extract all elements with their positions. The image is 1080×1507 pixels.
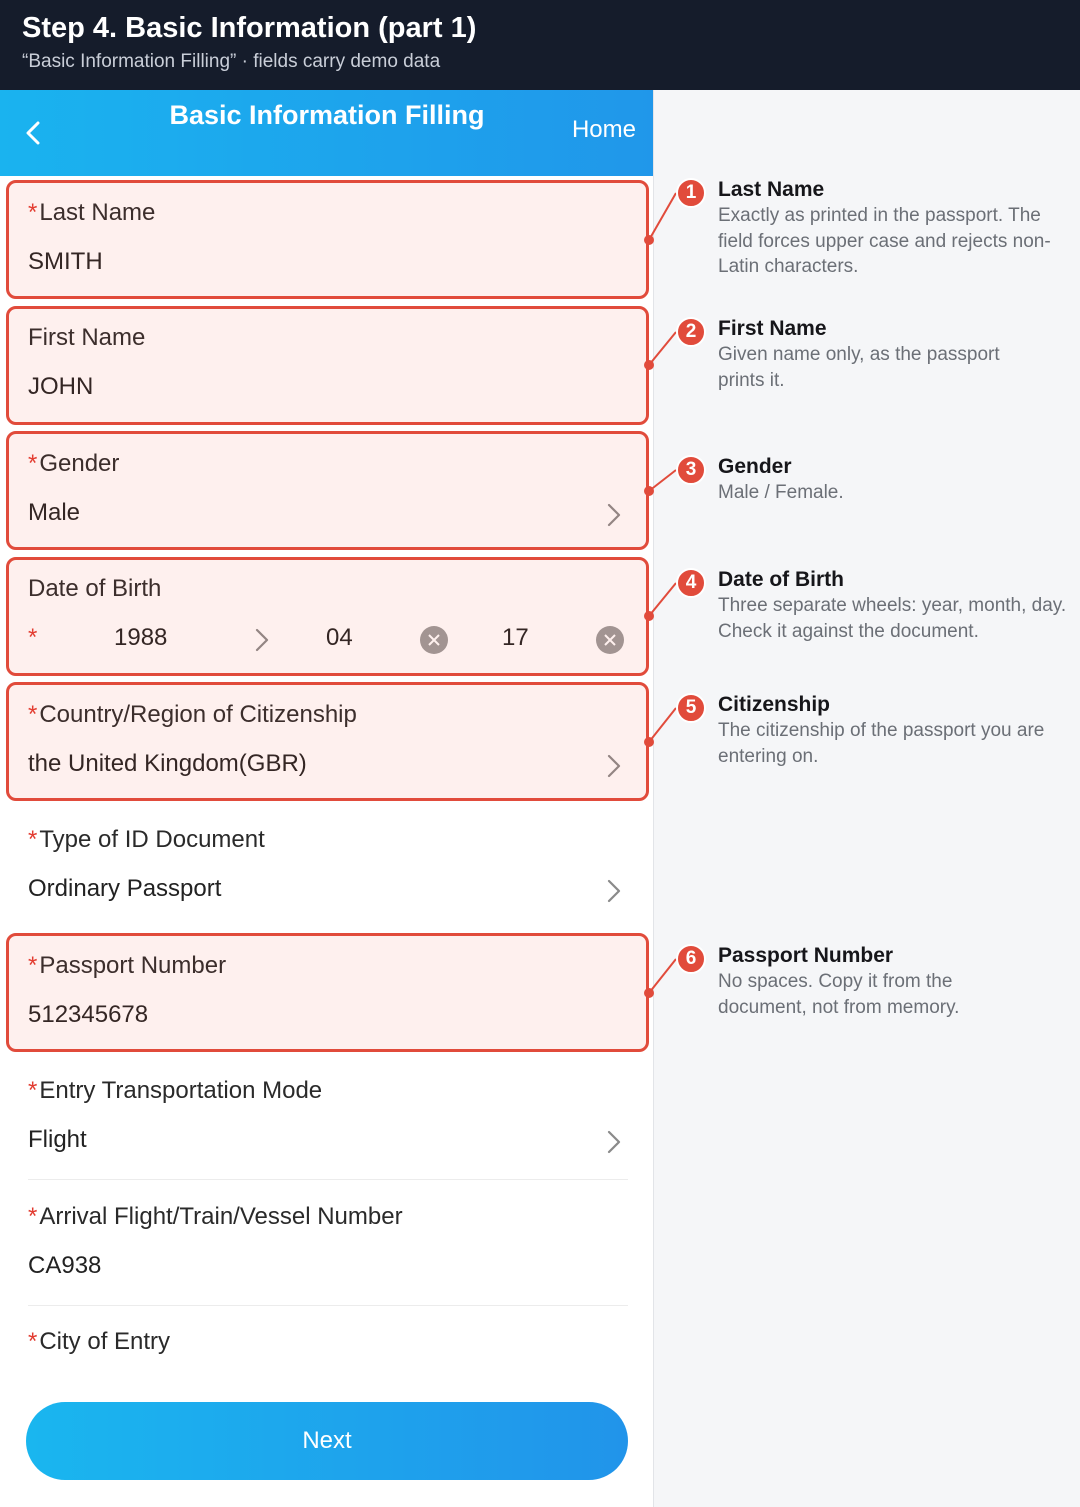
callout-badge: 1 [676, 178, 706, 208]
chevron-right-icon [606, 1129, 622, 1155]
flight-number-label: *Arrival Flight/Train/Vessel Number [28, 1203, 403, 1230]
callout-title: Date of Birth [718, 568, 844, 591]
passport-number-label: *Passport Number [28, 952, 227, 979]
home-button[interactable]: Home [571, 116, 636, 143]
first-name-input[interactable]: JOHN [28, 373, 94, 400]
callout-badge: 5 [676, 693, 706, 723]
callout-note [718, 943, 1068, 1020]
callout-text: The citizenship of the passport you are entering on. [718, 720, 1045, 767]
callout-note [718, 567, 1068, 644]
guide-header [0, 0, 1080, 90]
required-mark: * [28, 826, 38, 853]
citizenship-label: *Country/Region of Citizenship [28, 701, 357, 728]
required-mark: * [28, 1077, 38, 1104]
dob-label: Date of Birth [28, 575, 162, 602]
callout-note [718, 177, 1068, 280]
city-of-entry-label: *City of Entry [28, 1328, 171, 1355]
required-mark: * [28, 701, 38, 728]
divider [28, 1305, 628, 1306]
callout-badge: 3 [676, 455, 706, 485]
divider [28, 1179, 628, 1180]
id-type-label: *Type of ID Document [28, 826, 265, 853]
transport-mode-select[interactable]: Flight [28, 1126, 87, 1153]
callout-text: Exactly as printed in the passport. The field forces upper case and rejects non-Latin characters. [718, 205, 1051, 277]
callout-text: No spaces. Copy it from the document, not from memory. [718, 971, 960, 1018]
callout-text: Three separate wheels: year, month, day. Check it against the document. [718, 595, 1067, 642]
chevron-left-icon[interactable] [18, 115, 48, 151]
next-button[interactable]: Next [26, 1402, 628, 1480]
passport-number-input[interactable]: 512345678 [28, 1001, 149, 1028]
chevron-right-icon [606, 878, 622, 904]
callout-title: Gender [718, 455, 792, 478]
page-title: Basic Information Filling [169, 100, 485, 130]
guide-title: Step 4. Basic Information (part 1) [22, 12, 477, 44]
callout-badge: 2 [676, 317, 706, 347]
highlight-box [6, 933, 649, 1052]
citizenship-select[interactable]: the United Kingdom(GBR) [28, 750, 307, 777]
required-mark: * [28, 1203, 38, 1230]
dob-year-picker[interactable]: 1988 [114, 624, 168, 651]
callout-note [718, 316, 1068, 393]
dob-day-picker[interactable]: 17 [502, 624, 529, 651]
required-mark: * [28, 952, 38, 979]
gender-label: *Gender [28, 450, 120, 477]
callout-note [718, 692, 1068, 769]
required-mark: * [28, 624, 38, 651]
last-name-label: *Last Name [28, 199, 156, 226]
callout-text: Male / Female. [718, 482, 844, 503]
required-mark: * [28, 450, 38, 477]
highlight-box [6, 557, 649, 676]
id-type-select[interactable]: Ordinary Passport [28, 875, 222, 902]
first-name-label: First Name [28, 324, 146, 351]
required-mark: * [28, 1328, 38, 1355]
gender-select[interactable]: Male [28, 499, 81, 526]
callout-badge: 6 [676, 944, 706, 974]
required-mark: * [28, 199, 38, 226]
highlight-box [6, 682, 649, 801]
nav-bar [0, 90, 654, 176]
callout-title: Last Name [718, 178, 825, 201]
callout-text: Given name only, as the passport prints it. [718, 344, 1000, 391]
transport-mode-label: *Entry Transportation Mode [28, 1077, 323, 1104]
highlight-box [6, 180, 649, 299]
highlight-box [6, 306, 649, 425]
guide-subtitle: “Basic Information Filling” · fields carry demo data [22, 51, 441, 72]
callout-note [718, 454, 1068, 506]
callout-title: First Name [718, 317, 827, 340]
callout-title: Passport Number [718, 944, 894, 967]
last-name-input[interactable]: SMITH [28, 248, 103, 275]
flight-number-input[interactable]: CA938 [28, 1252, 102, 1279]
dob-month-picker[interactable]: 04 [326, 624, 353, 651]
highlight-box [6, 431, 649, 550]
callout-badge: 4 [676, 568, 706, 598]
callout-title: Citizenship [718, 693, 831, 716]
